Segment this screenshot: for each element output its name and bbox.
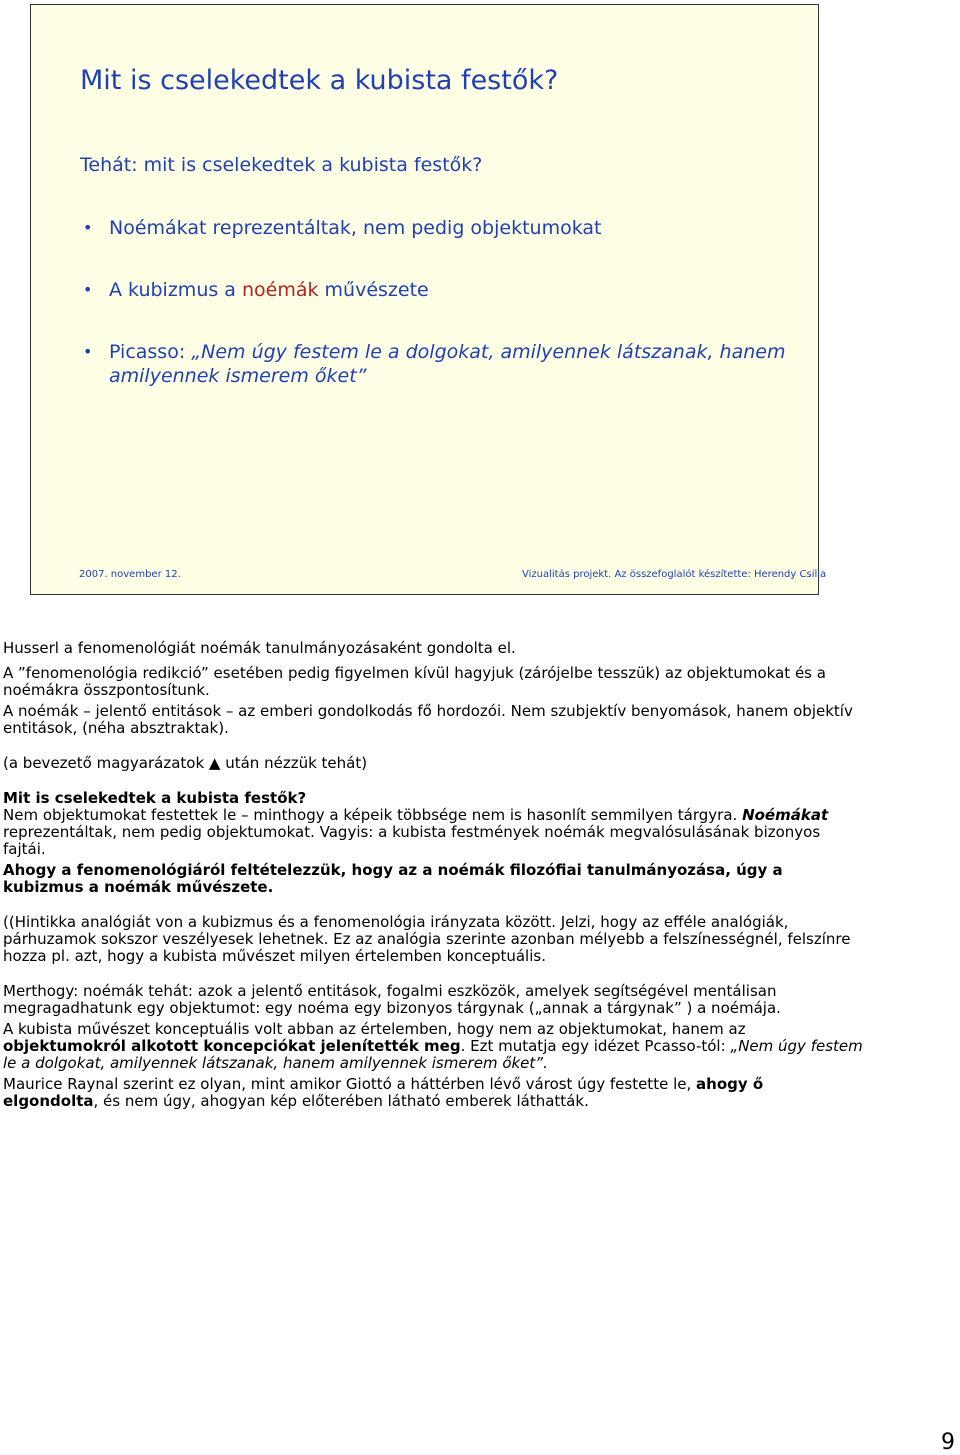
emphasis-text: objektumokról alkotott koncepciókat jelenítették meg	[3, 1037, 461, 1055]
slide-bullet	[80, 216, 800, 240]
slide-footer-credit: Vizualitás projekt. Az összefoglalót készítette: Herendy Csilla	[522, 569, 827, 580]
paragraph: Husserl a fenomenológiát noémák tanulmányozásaként gondolta el.	[3, 639, 516, 657]
bullet-text: Picasso:	[109, 341, 192, 363]
paragraph: A ”fenomenológia redikció” esetében pedig figyelmen kívül hagyjuk (zárójelbe tesszük) az objektumokat és a noémákra összpontosítunk.	[3, 664, 826, 699]
slide-bullet	[80, 278, 800, 302]
bullet-icon: •	[83, 342, 93, 361]
bullet-icon: •	[83, 280, 93, 299]
text-run: Maurice Raynal szerint ez olyan, mint amikor Giottó a háttérben lévő várost úgy festette le,	[3, 1075, 697, 1093]
text-run: . Ezt mutatja egy idézet Pcasso-tól:	[460, 1037, 731, 1055]
paragraph	[3, 1076, 863, 1110]
page-number: 9	[941, 1430, 955, 1455]
text-run: reprezentáltak, nem pedig objektumokat. Vagyis: a kubista festmények noémák megvalósulásának bizonyos fajtái.	[3, 823, 821, 858]
emphasis-text: Noémákat	[742, 806, 829, 824]
text-run: A kubista művészet konceptuális volt abban az értelemben, hogy nem az objektumokat, hanem az	[3, 1020, 746, 1038]
text-run: Nem objektumokat festettek le – minthogy a képeik többsége nem is hasonlít semmilyen tárgyra.	[3, 806, 743, 824]
bullet-icon: •	[83, 218, 93, 237]
paragraph: Merthogy: noémák tehát: azok a jelentő entitások, fogalmi eszközök, amelyek segítségével mentálisan megragadhatunk egy objektumot: egy noéma egy bizonyos tárgynak („annak a tárgynak” ) a noémája.	[3, 982, 781, 1017]
paragraph-bold: Ahogy a fenomenológiáról feltételezzük, hogy az a noémák filozófiai tanulmányozása, úgy a kubizmus a noémák művészete.	[3, 861, 783, 896]
slide-footer-date: 2007. november 12.	[79, 569, 181, 580]
notes-body	[3, 640, 863, 1110]
emphasis-text: ahogy ő elgondolta	[3, 1075, 764, 1110]
paragraph	[3, 1021, 863, 1072]
section-heading: Mit is cselekedtek a kubista festők?	[3, 789, 307, 807]
quote-text: „Nem úgy festem le a dolgokat, amilyennek látszanak, hanem amilyennek ismerem őket”.	[3, 1037, 863, 1072]
picasso-quote: „Nem úgy festem le a dolgokat, amilyennek látszanak, hanem amilyennek ismerem őket”	[109, 341, 786, 387]
highlighted-term: noémák	[241, 279, 319, 301]
slide-frame	[30, 4, 827, 595]
paragraph: ((Hintikka analógiát von a kubizmus és a fenomenológia irányzata között. Jelzi, hogy az efféle analógiák, párhuzamok sokszor veszélyesek lehetnek. Ez az analógia szerinte azonban mélyebb a felszínességnél, felszínre hozza pl. azt, hogy a kubista művészet milyen értelemben konceptuális.	[3, 913, 851, 965]
bullet-text: Noémákat reprezentáltak, nem pedig objektumokat	[109, 217, 602, 239]
paragraph	[3, 807, 863, 858]
slide-bullet	[80, 340, 800, 388]
paragraph: (a bevezető magyarázatok ▲ után nézzük tehát)	[3, 754, 368, 772]
slide-title: Mit is cselekedtek a kubista festők?	[80, 65, 559, 96]
text-run: , és nem úgy, ahogyan kép előterében látható emberek láthatták.	[93, 1092, 589, 1110]
slide-bullet-list	[80, 216, 800, 426]
bullet-text: művészete	[318, 279, 429, 301]
bullet-text: A kubizmus a	[109, 279, 242, 301]
paragraph: A noémák – jelentő entitások – az emberi gondolkodás fő hordozói. Nem szubjektív benyomások, hanem objektív entitások, (néha absztraktak).	[3, 702, 853, 737]
slide-subtitle: Tehát: mit is cselekedtek a kubista festők?	[80, 154, 483, 176]
